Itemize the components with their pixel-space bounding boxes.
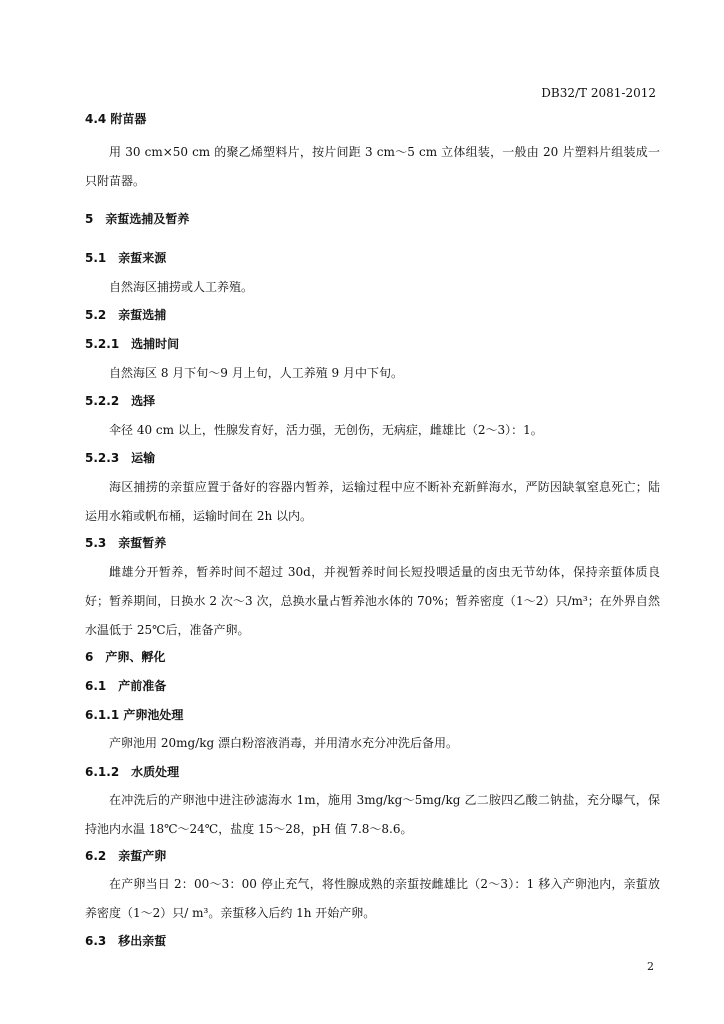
section-heading: 4.4 附苗器 xyxy=(85,112,147,126)
section-heading: 6 产卵、孵化 xyxy=(85,650,166,664)
document-code-header: DB32/T 2081-2012 xyxy=(541,86,656,100)
section-heading: 5.2.3 运输 xyxy=(85,451,156,465)
paragraph: 伞径 40 cm 以上，性腺发育好，活力强，无创伤，无病症，雌雄比（2～3）：1。 xyxy=(109,423,543,437)
section-heading: 5.3 亲蜇暂养 xyxy=(85,536,167,550)
section-heading: 6.3 移出亲蜇 xyxy=(85,934,167,948)
section-heading: 6.1.2 水质处理 xyxy=(85,765,180,779)
section-heading: 6.1.1 产卵池处理 xyxy=(85,708,184,722)
section-heading: 5 亲蜇选捕及暂养 xyxy=(85,212,190,226)
section-heading: 5.2.1 选捕时间 xyxy=(85,337,180,351)
paragraph: 雌雄分开暂养，暂养时间不超过 30d，并视暂养时间长短投喂适量的卤虫无节幼体，保持亲蜇体质良好；暂养期间，日换水 2 次～3 次，总换水量占暂养池水体的 70%；暂养密度（1～2）只/m³；在外界自然水温低于 25℃后，准备产卵。 xyxy=(85,565,660,637)
paragraph: 在产卵当日 2：00～3：00 停止充气，将性腺成熟的亲蜇按雌雄比（2～3）：1 移入产卵池内，亲蜇放养密度（1～2）只/ m³。亲蜇移入后约 1h 开始产卵。 xyxy=(85,877,660,920)
paragraph: 在冲洗后的产卵池中进注砂滤海水 1m，施用 3mg/kg～5mg/kg 乙二胺四乙酸二钠盐，充分曝气，保持池内水温 18℃～24℃，盐度 15～28，pH 值 7.8～8.6。 xyxy=(85,793,660,836)
section-heading: 5.2.2 选择 xyxy=(85,394,156,408)
paragraph: 海区捕捞的亲蜇应置于备好的容器内暂养，运输过程中应不断补充新鲜海水，严防因缺氧窒息死亡；陆运用水箱或帆布桶，运输时间在 2h 以内。 xyxy=(85,480,660,523)
section-heading: 6.2 亲蜇产卵 xyxy=(85,849,167,863)
section-heading: 5.1 亲蜇来源 xyxy=(85,251,167,265)
paragraph: 用 30 cm×50 cm 的聚乙烯塑料片，按片间距 3 cm～5 cm 立体组装，一般由 20 片塑料片组装成一只附苗器。 xyxy=(85,145,660,188)
paragraph: 自然海区 8 月下旬～9 月上旬，人工养殖 9 月中下旬。 xyxy=(109,366,403,380)
paragraph: 自然海区捕捞或人工养殖。 xyxy=(109,280,254,294)
paragraph: 产卵池用 20mg/kg 漂白粉溶液消毒，并用清水充分冲洗后备用。 xyxy=(109,736,458,750)
page-number: 2 xyxy=(647,960,654,973)
section-heading: 6.1 产前准备 xyxy=(85,679,167,693)
section-heading: 5.2 亲蜇选捕 xyxy=(85,308,167,322)
